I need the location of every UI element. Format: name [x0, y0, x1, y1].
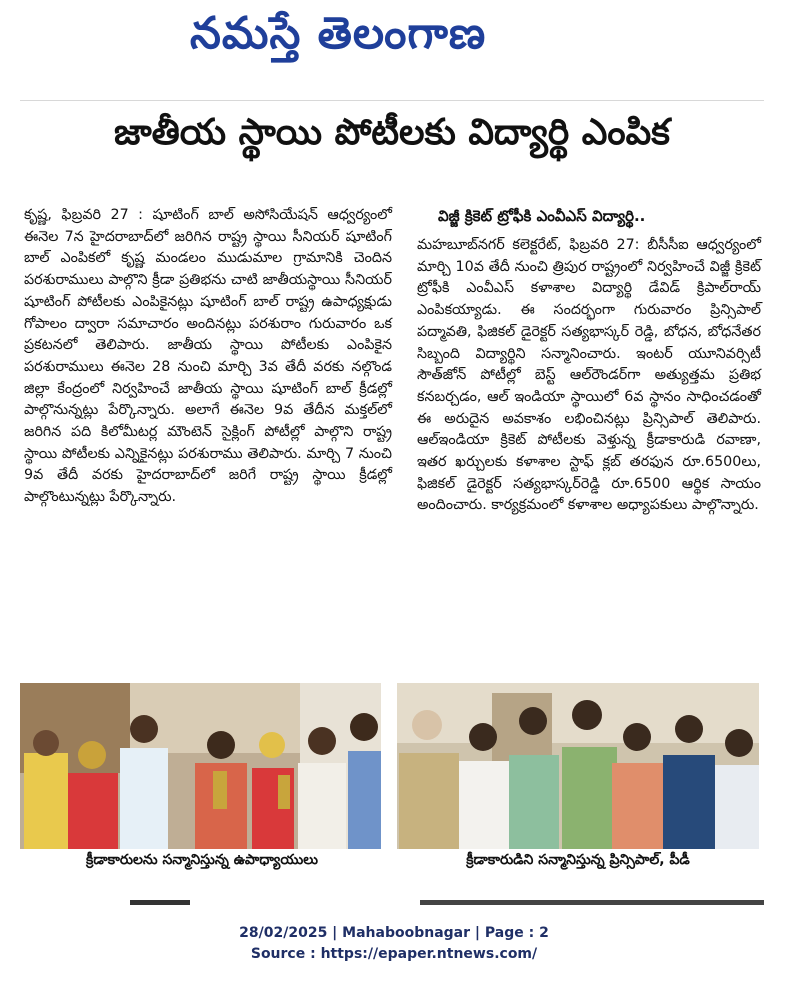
photo-principal-felicitating-cricketer [397, 683, 759, 849]
masthead [0, 0, 788, 90]
photo-teachers-felicitating-students [20, 683, 381, 849]
headline: జాతీయ స్థాయి పోటీలకు విద్యార్థి ఎంపిక [114, 112, 670, 153]
right-article [417, 235, 761, 517]
left-article [24, 205, 392, 509]
right-article-body: మహబూబ్‌నగర్ కలెక్టరేట్, ఫిబ్రవరి 27: బీసీసీఐ ఆధ్వర్యంలో మార్చి 10వ తేదీ నుంచి త్రిపుర రాష్ట్రంలో నిర్వహించే విజ్జీ క్రికెట్ ట్రోఫీకి ఎంవీఎస్ కళాశాల విద్యార్థి డేవిడ్ క్రిపాల్‌రాయ్ ఎంపికయ్యాడు. ఈ సందర్భంగా గురువారం ప్రిన్సిపాల్ పద్మావతి, ఫిజికల్ డైరెక్టర్ సత్యభాస్కర్ రెడ్డి, బోధన, బోధనేతర సిబ్బంది విద్యార్థిని సన్మానించారు. ఇంటర్ యూనివర్సిటీ సౌత్‌జోన్ పోటీల్లో బెస్ట్ ఆల్‌రౌండర్‌గా అత్యుత్తమ ప్రతిభ కనబర్చడం, ఆల్ ఇండియా స్థాయిలో 6వ స్థానం సాధించడంతో ఈ అరుదైన అవకాశం లభించినట్లు ప్రిన్సిపాల్ తెలిపారు. ఆల్‌ఇండియా క్రికెట్ పోటీలకు వెళ్తున్న క్రీడాకారుడి రవాణా, ఇతర ఖర్చులకు కళాశాల స్టాఫ్ క్లబ్ తరఫున రూ.6500లు, ఫిజికల్ డైరెక్టర్ సత్యభాస్కర్‌రెడ్డి రూ.6500 ఆర్థిక సాయం అందించారు. కార్యక్రమంలో కళాశాల అధ్యాపకులు పాల్గొన్నారు. [417, 237, 761, 514]
footer-source-link[interactable]: Source : https://epaper.ntnews.com/ [250, 946, 538, 962]
divider [20, 100, 764, 101]
footer-date-edition-page: 28/02/2025 | Mahaboobnagar | Page : 2 [239, 925, 549, 941]
newspaper-title: నమస్తే తెలంగాణ [190, 8, 487, 59]
left-article-body: కృష్ణ, ఫిబ్రవరి 27 : షూటింగ్ బాల్ అసోసియేషన్ ఆధ్వర్యంలో ఈనెల 7న హైదరాబాద్‌లో జరిగిన రాష్ట్ర స్థాయి సీనియర్ షూటింగ్ బాల్ ఎంపికలో కృష్ణ మండలం ముడుమాల గ్రామానికి చెందిన పరశురాములు పాల్గొని క్రీడా ప్రతిభను చాటి జాతీయస్థాయి సీనియర్ షూటింగ్ పోటీలకు ఎంపికైనట్లు షూటింగ్ బాల్ రాష్ట్ర ఉపాధ్యక్షుడు గోపాలం ద్వారా సమాచారం అందినట్లు పరశురాం గురువారం ఒక ప్రకటనలో తెలిపారు. జాతీయ స్థాయి పోటీలకు ఎంపికైన పరశురాములు ఈనెల 28 నుంచి మార్చి 3వ తేదీ వరకు నల్గొండ జిల్లా కేంద్రంలో నిర్వహించే జాతీయ స్థాయి షూటింగ్ బాల్ క్రీడల్లో పాల్గొనున్నట్లు పేర్కొన్నారు. అలాగే ఈనెల 9వ తేదీన మక్తల్‌లో జరిగిన పది కిలోమీటర్ల మౌంటెన్ సైక్లింగ్ పోటీల్లో పాల్గొని రాష్ట్ర స్థాయి పోటీలకు ఎన్నికైనట్లు పరశురాము తెలిపారు. మార్చి 7 నుంచి 9వ తేదీ వరకు హైదరాబాద్‌లో జరిగే రాష్ట్ర స్థాయి క్రీడల్లో పాల్గొంటున్నట్లు పేర్కొన్నారు. [24, 207, 392, 506]
right-article-subheading: విజ్జీ క్రికెట్ ట్రోఫీకి ఎంవీఎస్ విద్యార్థి.. [438, 207, 646, 225]
cropped-text-strip [20, 893, 764, 905]
caption-left: క్రీడాకారులను సన్మానిస్తున్న ఉపాధ్యాయులు [86, 852, 318, 868]
caption-right: క్రీడాకారుడిని సన్మానిస్తున్న ప్రిన్సిపాల్, పీడీ [466, 852, 690, 868]
